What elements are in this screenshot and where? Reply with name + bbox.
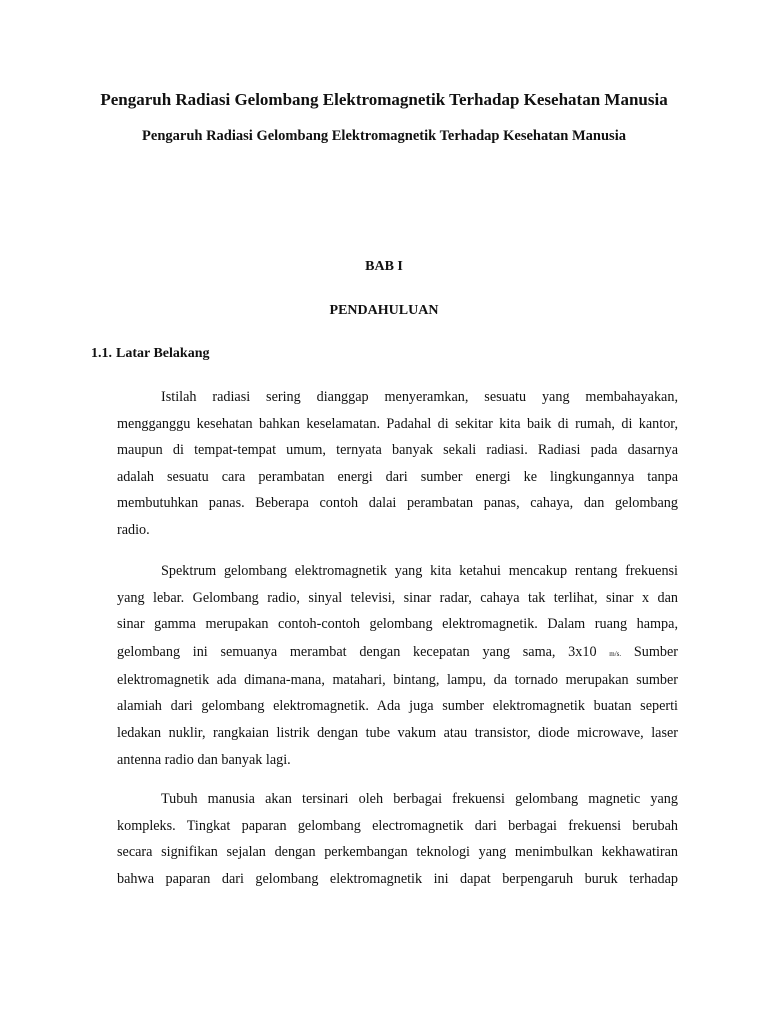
paragraph-line: Tubuh manusia akan tersinari oleh berbagai frekuensi gelombang magnetic yang: [161, 791, 678, 807]
paragraph-line: Istilah radiasi sering dianggap menyeramkan, sesuatu yang membahayakan,: [161, 389, 678, 405]
paragraph-line: Spektrum gelombang elektromagnetik yang kita ketahui mencakup rentang frekuensi: [161, 563, 678, 579]
paragraph-line: yang lebar. Gelombang radio, sinyal televisi, sinar radar, cahaya tak terlihat, sinar x dan: [117, 589, 678, 606]
section-heading: [91, 346, 209, 362]
paragraph-text: gelombang ini semuanya merambat dengan kecepatan yang sama, 3x10: [117, 643, 597, 660]
paragraph-1: [117, 384, 678, 544]
paragraph-line: membutuhkan panas. Beberapa contoh dalai perambatan panas, cahaya, dan gelombang: [117, 495, 678, 512]
paragraph-line: sinar gamma merupakan contoh-contoh gelombang elektromagnetik. Dalam ruang hampa,: [117, 616, 678, 633]
paragraph-line: ledakan nuklir, rangkaian listrik dengan tube vakum atau transistor, diode microwave, laser: [117, 724, 678, 741]
paragraph-line: adalah sesuatu cara perambatan energi dari sumber energi ke lingkungannya tanpa: [117, 468, 678, 485]
paragraph-line-with-unit: [117, 638, 678, 667]
paragraph-line: antenna radio dan banyak lagi.: [117, 751, 291, 768]
chapter-number: BAB I: [365, 259, 403, 274]
paragraph-3: [117, 786, 678, 892]
document-subtitle: Pengaruh Radiasi Gelombang Elektromagnetik Terhadap Kesehatan Manusia: [142, 128, 626, 144]
speed-unit: m/s.: [609, 649, 622, 658]
paragraph-line: elektromagnetik ada dimana-mana, matahari, bintang, lampu, da tornado merupakan sumber: [117, 671, 678, 688]
paragraph-line: radio.: [117, 521, 150, 538]
paragraph-line: kompleks. Tingkat paparan gelombang electromagnetik dari berbagai frekuensi berubah: [117, 817, 678, 834]
paragraph-line: bahwa paparan dari gelombang elektromagnetik ini dapat berpengaruh buruk terhadap: [117, 870, 678, 887]
paragraph-line: secara signifikan sejalan dengan perkembangan teknologi yang menimbulkan kekhawatiran: [117, 844, 678, 861]
section-number: 1.1.: [91, 346, 112, 361]
paragraph-2: [117, 558, 678, 773]
section-title: Latar Belakang: [116, 346, 210, 361]
document-title: Pengaruh Radiasi Gelombang Elektromagnetik Terhadap Kesehatan Manusia: [100, 90, 668, 109]
paragraph-text: Sumber: [633, 643, 678, 660]
chapter-title: PENDAHULUAN: [329, 303, 439, 318]
paragraph-line: mengganggu kesehatan bahkan keselamatan. Padahal di sekitar kita baik di rumah, di kantor,: [117, 415, 678, 432]
paragraph-line: maupun di tempat-tempat umum, ternyata banyak sekali radiasi. Radiasi pada dasarnya: [117, 442, 678, 459]
paragraph-line: alamiah dari gelombang elektromagnetik. Ada juga sumber elektromagnetik buatan seperti: [117, 698, 678, 715]
